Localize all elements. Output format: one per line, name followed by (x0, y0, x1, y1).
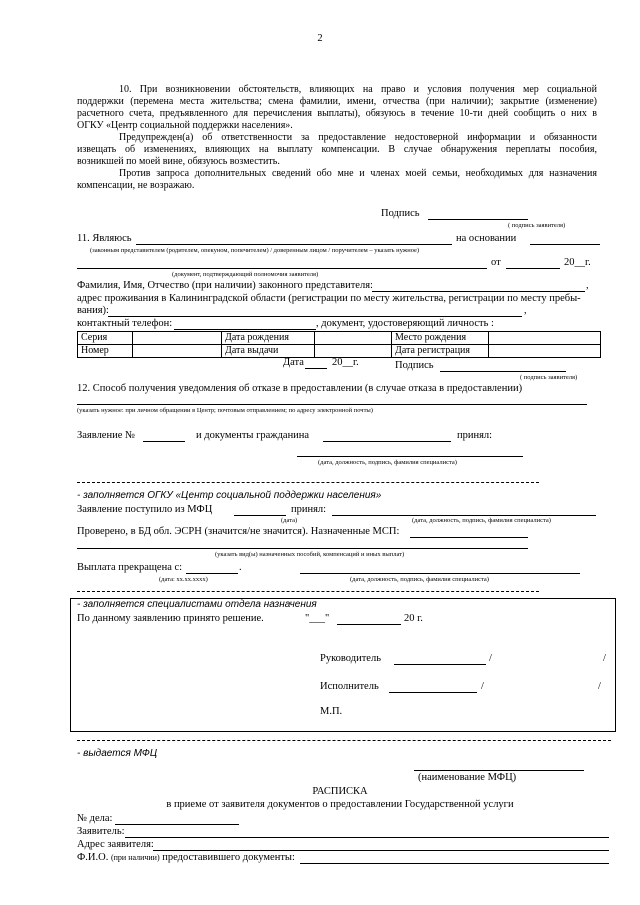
applicant-role-field[interactable] (136, 244, 452, 245)
table-cell: Номер (78, 345, 133, 358)
sign2-hint: ( подпись заявителя) (520, 374, 578, 381)
p11-year: 20__г. (564, 257, 591, 268)
assigned-msp-field-2[interactable] (77, 548, 528, 549)
table-cell: Место рождения (392, 332, 489, 345)
comma-2: , (524, 305, 527, 316)
representative-fio-field[interactable] (372, 291, 585, 292)
exec-slash-1: / (481, 681, 484, 692)
paragraph-10 (77, 84, 597, 192)
accept-label: Заявление № (77, 430, 136, 441)
table-cell[interactable] (133, 332, 222, 345)
receipt-title: РАСПИСКА (312, 786, 368, 797)
table-cell[interactable] (133, 345, 222, 358)
receipt-subtitle: в приеме от заявителя документов о предоставлении Государственной услуги (166, 799, 514, 810)
sign2-line[interactable] (440, 371, 566, 372)
ogku-stopped: Выплата прекращена с: (77, 562, 183, 573)
phone-field[interactable] (174, 329, 316, 330)
id-document-table (77, 331, 601, 358)
submitter-fio-field[interactable] (300, 863, 609, 864)
mfc-title: - выдается МФЦ (77, 748, 158, 759)
p10-line-2: поддержки (перемена места жительства; смена фамилии, имени, отчества (при наличии); закрытие (изменение) (77, 96, 597, 107)
table-cell[interactable] (315, 345, 392, 358)
case-number-field[interactable] (115, 824, 239, 825)
ogku-hint-date: (дата) (281, 517, 298, 524)
ogku-accepted: принял: (291, 504, 327, 515)
case-label: № дела: (77, 813, 113, 824)
p11-hint-2: (документ, подтверждающий полномочия заявителя) (172, 271, 319, 278)
assigned-msp-field[interactable] (410, 537, 528, 538)
ogku-received: Заявление поступило из МФЦ (77, 504, 213, 515)
mfc-name-field[interactable] (414, 770, 584, 771)
table-cell: Серия (78, 332, 133, 345)
exec-sign-field[interactable] (389, 692, 477, 693)
signature-hint: ( подпись заявителя) (508, 222, 566, 229)
exec-slash-2: / (598, 681, 601, 692)
ogku-specialist-field[interactable] (332, 515, 596, 516)
head-label: Руководитель (320, 653, 381, 664)
ogku-title: - заполняется ОГКУ «Центр социальной поддержки населения» (77, 490, 382, 501)
p10-line-3: расчетного счета, предъявленного для перечисления выплаты), обязуюсь в течение 10-ти дней сообщить о них в (77, 108, 597, 119)
comma-1: , (586, 280, 589, 291)
accept-specialist-field[interactable] (297, 456, 523, 457)
dept-decision: По данному заявлению принято решение. (77, 613, 264, 624)
signature-label: Подпись (381, 208, 420, 219)
authority-doc-field[interactable] (77, 268, 487, 269)
warn-line-2: извещать об изменениях, влияющих на выплату компенсации. В случае обнаружения переплаты пособия, (77, 144, 597, 155)
head-slash-1: / (489, 653, 492, 664)
p11-basis: на основании (456, 233, 517, 244)
consent-line-2: компенсации, не возражаю. (77, 180, 195, 191)
p12-hint: (указать нужное: при личном обращении в Центр; почтовым отправлением; по адресу электронной почты) (77, 407, 373, 414)
table-cell[interactable] (489, 345, 601, 358)
p10-line-4: ОГКУ «Центр социальной поддержки населения». (77, 120, 293, 131)
dept-year: 20 г. (404, 613, 423, 624)
mfc-received-date-field[interactable] (234, 515, 286, 516)
exec-label: Исполнитель (320, 681, 379, 692)
fio-label (77, 852, 295, 864)
notification-method-field[interactable] (77, 404, 587, 405)
fio-optional: (при наличии) (110, 853, 160, 862)
divider (77, 482, 539, 483)
divider (77, 591, 539, 592)
p12-title: 12. Способ получения уведомления об отказе в предоставлении (в случае отказа в предоставлении) (77, 383, 523, 394)
applicant-address-field[interactable] (153, 850, 609, 851)
stop-specialist-field[interactable] (300, 573, 580, 574)
signature-line[interactable] (428, 219, 528, 220)
consent-line-1: Против запроса дополнительных сведений обо мне и членах моей семьи, необходимых для назначения (119, 168, 597, 179)
table-row (78, 345, 601, 358)
p10-line-1: 10. При возникновении обстоятельств, влияющих на право и условия получения мер социальной (119, 84, 597, 95)
ogku-hint-date2: (дата: хх.хх.хххх) (159, 576, 208, 583)
ogku-hint-types: (указать вид(ы) назначенных пособий, компенсаций и иных выплат) (215, 551, 405, 558)
table-cell: Дата регистрация (392, 345, 489, 358)
accept-accepted: принял: (457, 430, 493, 441)
stop-date-field[interactable] (186, 573, 238, 574)
accept-hint: (дата, должность, подпись, фамилия специалиста) (318, 459, 457, 466)
p11-from: от (491, 257, 501, 268)
p11-addr-label: адрес проживания в Калининградской области (регистрации по месту жительства, регистрации по месту пребы- (77, 293, 581, 304)
ogku-hint-pos: (дата, должность, подпись, фамилия специалиста) (412, 517, 551, 524)
p11-title: 11. Являюсь (77, 233, 132, 244)
application-number-field[interactable] (143, 441, 185, 442)
table-cell: Дата рождения (222, 332, 315, 345)
table-row (78, 332, 601, 345)
table-cell[interactable] (489, 332, 601, 345)
page-number: 2 (317, 33, 323, 44)
authority-date-field[interactable] (506, 268, 560, 269)
applicant-label: Заявитель: (77, 826, 125, 837)
sign2-label: Подпись (395, 360, 434, 371)
address-field[interactable] (108, 316, 522, 317)
warn-line-1: Предупрежден(а) об ответственности за предоставление недостоверной информации и обязанности (119, 132, 597, 143)
head-sign-field[interactable] (394, 664, 486, 665)
p11-phone-label: контактный телефон: (77, 318, 173, 329)
fio-tail: предоставившего документы: (162, 852, 295, 863)
p11-addr2-label: вания): (77, 305, 109, 316)
fio-abbr: Ф.И.О. (77, 852, 109, 863)
divider (77, 740, 611, 741)
p11-doc-label: , документ, удостоверяющий личность : (316, 318, 494, 329)
citizen-name-field[interactable] (323, 441, 451, 442)
p11-hint-1: (законным представителем (родителем, опекуном, попечителем) / доверенным лицом / поручителем – указать нужное) (90, 247, 420, 254)
date-label: Дата (283, 357, 304, 368)
decision-month-field[interactable] (337, 624, 401, 625)
p11-fio-label: Фамилия, Имя, Отчество (при наличии) законного представителя: (77, 280, 373, 291)
table-cell[interactable] (315, 332, 392, 345)
warn-line-3: возникшей по моей вине, обязуюсь возместить. (77, 156, 280, 167)
dot: . (239, 562, 242, 573)
head-slash-2: / (603, 653, 606, 664)
dept-title: - заполняется специалистами отдела назначения (77, 599, 317, 610)
mfc-name-hint: (наименование МФЦ) (418, 772, 517, 783)
ogku-hint-pos2: (дата, должность, подпись, фамилия специалиста) (350, 576, 489, 583)
date-field[interactable] (305, 368, 327, 369)
date-year: 20__г. (332, 357, 359, 368)
address-label: Адрес заявителя: (77, 839, 154, 850)
ogku-checked: Проверено, в БД обл. ЭСРН (значится/не значится). Назначенные МСП: (77, 526, 400, 537)
applicant-field[interactable] (125, 837, 609, 838)
accept-docs: и документы гражданина (196, 430, 310, 441)
stamp-label: М.П. (320, 706, 343, 717)
dept-quote: "___" (305, 613, 330, 624)
table-cell: Дата выдачи (222, 345, 315, 358)
basis-field[interactable] (530, 244, 600, 245)
